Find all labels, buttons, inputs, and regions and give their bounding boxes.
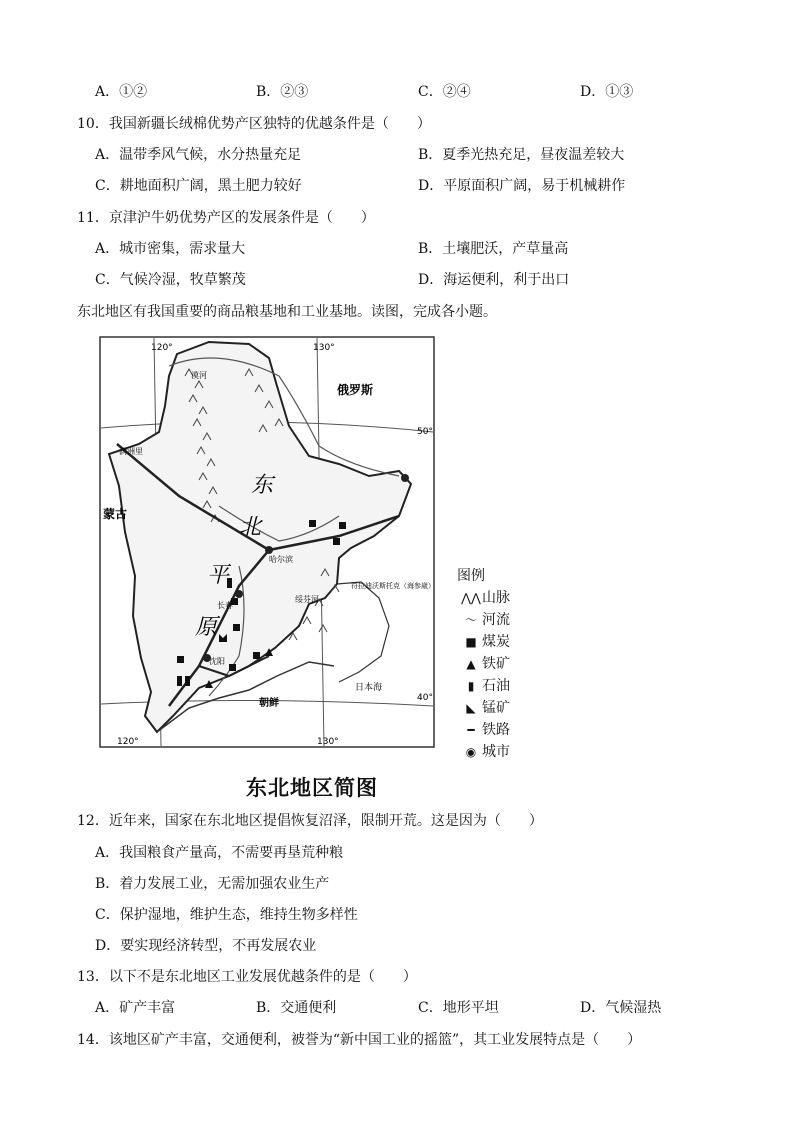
city-icon: ◉ [465,745,477,759]
label-mongolia: 蒙古 [103,507,128,521]
legend-coal: ■ 煤炭 [460,633,510,651]
q10-stem: 10．我国新疆长绒棉优势产区独特的优越条件是（ ） [77,116,431,132]
q12-option-c: C．保护湿地，维护生态，维持生物多样性 [95,907,358,923]
q10-option-a: A．温带季风气候，水分热量充足 [95,147,302,163]
label-plain-yuan: 原 [195,615,218,640]
q12-stem: 12．近年来，国家在东北地区提倡恢复沼泽，限制开荒。这是因为（ ） [77,813,543,829]
legend-mountain: ⋀⋀山脉 [461,590,510,606]
label-shenyang: 沈阳 [209,657,225,666]
q11-option-d: D．海运便利，利于出口 [418,272,570,288]
city-northeast [401,474,409,482]
iron-icon: ▲ [466,657,476,671]
legend-title: 图例 [457,568,485,584]
legend-manganese: ◣ 锰矿 [460,699,510,717]
legend-river: 〜 河流 [460,611,510,629]
river-icon: 〜 [464,613,477,627]
city-changchun [235,590,243,598]
q10-option-d: D．平原面积广阔，易于机械耕作 [418,178,626,194]
label-russia: 俄罗斯 [337,383,374,397]
q11-option-b: B．土壤肥沃，产草量高 [418,241,569,257]
label-sea: 日本海 [355,683,383,693]
q13-option-d: D．气候湿热 [580,1000,662,1016]
label-harbin: 哈尔滨 [269,555,293,564]
q9-option-b: B．②③ [256,84,309,100]
label-suifenhe: 绥芬河 [295,595,319,604]
q14-stem: 14．该地区矿产丰富，交通便利，被誉为“新中国工业的摇篮”，其工业发展特点是（ ） [77,1032,642,1048]
legend-oil: ▮ 石油 [460,677,510,695]
label-korea: 朝鲜 [259,698,279,709]
mountain-icon: ⋀⋀ [461,591,481,605]
q10-option-b: B．夏季光热充足，昼夜温差较大 [418,147,625,163]
label-plain-bei: 北 [239,515,262,540]
q13-stem: 13．以下不是东北地区工业发展优越条件的是（ ） [77,969,417,985]
q9-option-c: C．②④ [418,84,471,100]
map-svg [99,336,435,748]
q12-option-b: B．着力发展工业，无需加强农业生产 [95,876,330,892]
legend-iron: ▲ 铁矿 [460,655,510,673]
city-harbin [265,546,273,554]
label-plain-dong: 东 [251,473,274,498]
q11-option-a: A．城市密集，需求量大 [95,241,246,257]
q12-option-d: D．要实现经济转型，不再发展农业 [95,938,317,954]
q13-option-b: B．交通便利 [256,1000,337,1016]
q11-option-c: C．气候冷湿，牧草繁茂 [95,272,246,288]
manganese-icon: ◣ [466,701,476,715]
lat-label-40: 40° [417,693,433,703]
label-vladivostok: 符拉迪沃斯托克（海参崴） [351,582,435,590]
q13-option-c: C．地形平坦 [418,1000,499,1016]
q13-option-a: A．矿产丰富 [95,1000,176,1016]
lon-label-130-top: 130° [313,343,335,353]
q11-stem: 11．京津沪牛奶优势产区的发展条件是（ ） [77,210,375,226]
q9-option-a: A．①② [95,84,148,100]
map-caption: 东北地区简图 [246,776,378,800]
northeast-map [99,336,435,748]
label-manzhouli: 满洲里 [119,447,143,456]
legend-city: ◉ 城市 [460,743,510,761]
legend-railway: ━ 铁路 [460,721,510,739]
map-intro: 东北地区有我国重要的商品粮基地和工业基地。读图，完成各小题。 [77,304,497,320]
lon-label-120-bottom: 120° [117,737,139,747]
q10-option-c: C．耕地面积广阔，黑土肥力较好 [95,178,302,194]
lat-label-50: 50° [417,427,433,437]
q9-option-d: D．①③ [580,84,634,100]
railway-icon: ━ [467,723,475,737]
label-mohe: 漠河 [191,371,207,380]
lon-label-120-top: 120° [151,343,173,353]
label-plain-ping: 平 [207,563,230,588]
coal-icon: ■ [465,635,477,649]
label-changchun: 长春 [217,601,233,610]
lon-label-130-bottom: 130° [317,737,339,747]
oil-icon: ▮ [467,679,475,693]
q12-option-a: A．我国粮食产量高，不需要再垦荒种粮 [95,845,344,861]
